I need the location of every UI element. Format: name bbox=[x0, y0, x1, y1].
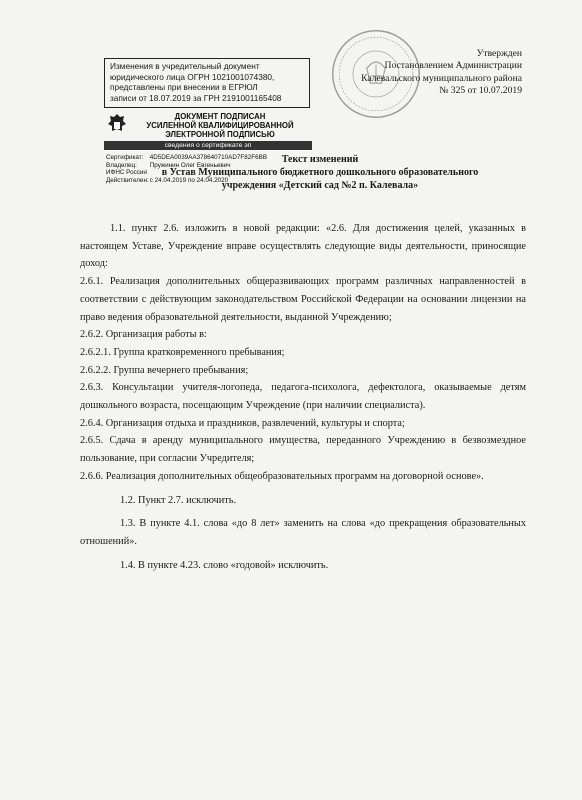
certificate-info-bar: сведения о сертификате эп bbox=[104, 141, 312, 150]
certificate-value: 4D5DEA0039AA378640710AD7F82F6BB bbox=[149, 154, 268, 161]
paragraph: 2.6.5. Сдача в аренду муниципального имущества, переданного Учреждению в безвозмездное пользование, при согласии Учредителя; bbox=[80, 435, 526, 465]
owner-value: Пружинин Олег Евгеньевич bbox=[149, 161, 231, 169]
paragraph: 2.6.1. Реализация дополнительных общеразвивающих программ различных направленностей в соответствии с действующим законодательством Российской Федерации на основании лицензии на право ведения образовательной деятельности, выданной Учреждению; bbox=[80, 276, 526, 323]
org-label: ИФНС России bbox=[106, 169, 147, 177]
esignature-heading-line: ЭЛЕКТРОННОЙ ПОДПИСЬЮ bbox=[165, 130, 275, 140]
paragraph: 1.1. пункт 2.6. изложить в новой редакции: «2.6. Для достижения целей, указанных в bbox=[110, 223, 526, 234]
paragraph: 1.4. В пункте 4.23. слово «годовой» исключить. bbox=[120, 559, 329, 571]
paragraph: 2.6.2. Организация работы в: bbox=[80, 329, 207, 341]
validity-label: Действителен: bbox=[106, 176, 149, 184]
esignature-heading-line: УСИЛЕННОЙ КВАЛИФИЦИРОВАННОЙ bbox=[146, 121, 294, 131]
paragraph: 2.6.2.1. Группа кратковременного пребывания; bbox=[80, 346, 285, 358]
paragraph: 2.6.2.2. Группа вечернего пребывания; bbox=[80, 364, 249, 376]
approval-block bbox=[332, 48, 522, 97]
title-line: Текст изменений bbox=[281, 154, 359, 165]
approval-line: Калевальского муниципального района bbox=[361, 72, 522, 84]
approval-line: Постановлением Администрации bbox=[384, 60, 522, 72]
approval-line: № 325 от 10.07.2019 bbox=[439, 84, 522, 96]
esignature-heading bbox=[130, 112, 310, 140]
coat-of-arms-icon bbox=[106, 112, 128, 138]
document-title bbox=[120, 153, 520, 192]
paragraph: 1.3. В пункте 4.1. слова «до 8 лет» заменить на слова «до прекращения образовательных отношений». bbox=[80, 518, 526, 547]
owner-label: Владелец: bbox=[106, 161, 137, 169]
registration-stamp bbox=[104, 58, 310, 108]
title-line: учреждения «Детский сад №2 п. Калевала» bbox=[221, 180, 419, 191]
title-line: в Устав Муниципального бюджетного дошкольного образовательного bbox=[161, 167, 479, 178]
approval-line: Утвержден bbox=[476, 48, 522, 59]
certificate-label: Сертификат: bbox=[106, 154, 144, 161]
stamp-line: юридического лица ОГРН 1021001074380, bbox=[110, 71, 275, 82]
paragraph: 2.6.6. Реализация дополнительных общеобразовательных программ на договорной основе». bbox=[80, 470, 484, 482]
paragraph: 2.6.4. Организация отдыха и праздников, развлечений, культуры и спорта; bbox=[80, 417, 405, 429]
document-body bbox=[80, 220, 526, 574]
stamp-line: записи от 18.07.2019 за ГРН 2191001165408 bbox=[110, 92, 282, 103]
paragraph: 2.6.3. Консультации учителя-логопеда, педагога-психолога, дефектолога, оказываемые детям дошкольного возраста, посещающим Учреждение (при наличии специалиста). bbox=[80, 382, 526, 412]
paragraph: настоящем Уставе, Учреждение вправе осуществлять следующие виды деятельности, приносящие доход: bbox=[80, 240, 526, 270]
stamp-line: Изменения в учредительный документ bbox=[110, 61, 260, 71]
esignature-heading-line: ДОКУМЕНТ ПОДПИСАН bbox=[174, 112, 266, 121]
validity-value: с 24.04.2019 по 24.04.2020 bbox=[149, 176, 229, 184]
paragraph: 1.2. Пункт 2.7. исключить. bbox=[120, 494, 237, 506]
stamp-line: представлены при внесении в ЕГРЮЛ bbox=[110, 82, 258, 93]
